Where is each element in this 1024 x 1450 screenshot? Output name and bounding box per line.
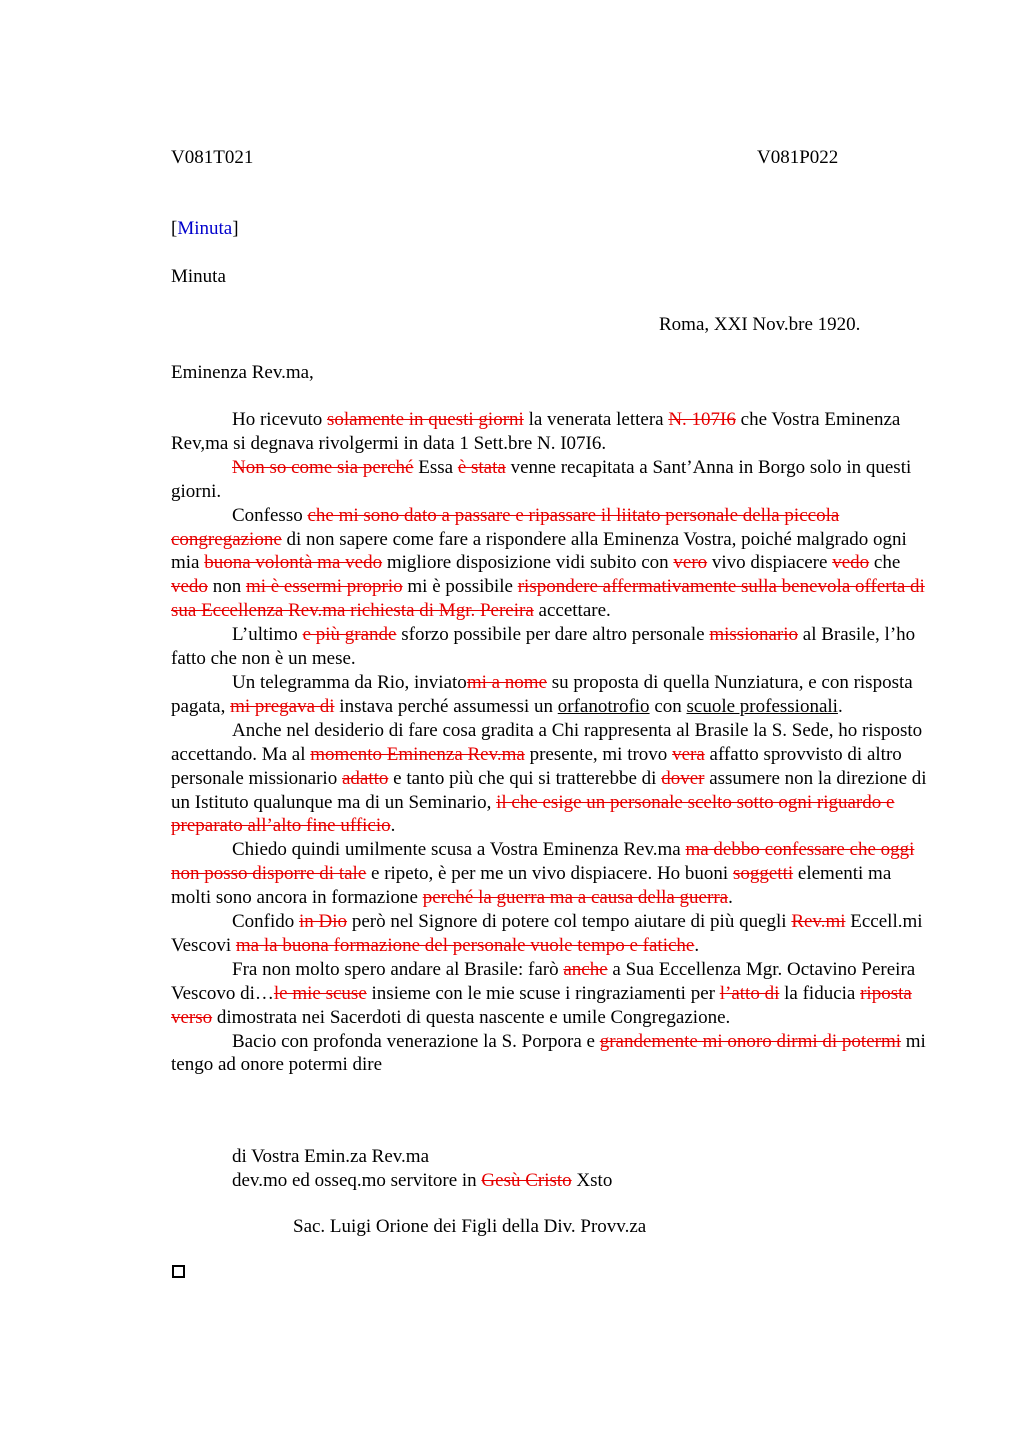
bracket-close: ] — [232, 218, 239, 239]
minuta-tag — [171, 218, 239, 240]
closing-line-1: di Vostra Emin.za Rev.ma — [232, 1146, 430, 1167]
paragraph-7: Chiedo quindi umilmente scusa a Vostra Eminenza Rev.ma ma debbo confessare che oggi non posso disporre di tale e ripeto, è per me un vivo dispiacere. Ho buoni soggetti elementi ma molti sono ancora in formazione perché la guerra ma a causa della guerra. — [171, 839, 915, 909]
paragraph-3: Confesso che mi sono dato a passare e ripassare il liitato personale della piccola congregazione di non sapere come fare a rispondere alla Eminenza Vostra, poiché malgrado ogni mia buona volontà ma vedo migliore disposizione vidi subito con vero vivo dispiacere vedo che vedo non mi è essermi proprio mi è possibile rispondere affermativamente sulla benevola offerta di sua Eccellenza Rev.ma richiesta di Mgr. Pereira accettare. — [171, 504, 925, 622]
checkbox-square-icon — [172, 1265, 185, 1278]
paragraph-6: Anche nel desiderio di fare cosa gradita a Chi rappresenta al Brasile la S. Sede, ho risposto accettando. Ma al momento Eminenza Rev.ma presente, mi trovo vera affatto sprovvisto di altro personale missionario adatto e tanto più che qui si tratterebbe di dover assumere non la direzione di un Istituto qualunque ma di un Seminario, il che esige un personale scelto sotto ogni riguardo e preparato all’alto fine ufficio. — [171, 719, 927, 837]
salutation: Eminenza Rev.ma, — [171, 362, 314, 383]
signature: Sac. Luigi Orione dei Figli della Div. Provv.za — [293, 1216, 647, 1237]
letter-date: Roma, XXI Nov.bre 1920. — [659, 314, 861, 335]
paragraph-10: Bacio con profonda venerazione la S. Porpora e grandemente mi onoro dirmi di potermi mi tengo ad onore potermi dire — [171, 1030, 926, 1076]
letter-body — [171, 408, 931, 1077]
bracket-open: [ — [171, 218, 178, 239]
minuta-heading: Minuta — [171, 266, 226, 287]
paragraph-9: Fra non molto spero andare al Brasile: farò anche a Sua Eccellenza Mgr. Octavino Pereira Vescovo di…le mie scuse insieme con le mie scuse i ringraziamenti per l’atto di la fiducia riposta verso dimostrata nei Sacerdoti di questa nascente e umile Congregazione. — [171, 958, 916, 1028]
paragraph-4: L’ultimo e più grande sforzo possibile per dare altro personale missionario al Brasile, l’ho fatto che non è un mese. — [171, 624, 916, 670]
paragraph-5: Un telegramma da Rio, inviatomi a nome su proposta di quella Nunziatura, e con risposta pagata, mi pregava di instava perché assumessi un orfanotrofio con scuole professionali. — [171, 671, 913, 717]
closing-line-2: dev.mo ed osseq.mo servitore in Gesù Cristo Xsto — [232, 1170, 613, 1191]
paragraph-8: Confido in Dio però nel Signore di potere col tempo aiutare di più quegli Rev.mi Eccell.mi Vescovi ma la buona formazione del personale vuole tempo e fatiche. — [171, 911, 923, 956]
minuta-link[interactable]: Minuta — [177, 218, 233, 239]
document-code-right: V081P022 — [757, 147, 839, 168]
document-code-left: V081T021 — [171, 147, 254, 168]
paragraph-1: Ho ricevuto solamente in questi giorni la venerata lettera N. 107I6 che Vostra Eminenza Rev,ma si degnava rivolgermi in data 1 Sett.bre N. I07I6. — [171, 409, 901, 454]
paragraph-2: Non so come sia perché Essa è stata venne recapitata a Sant’Anna in Borgo solo in questi giorni. — [171, 456, 912, 502]
